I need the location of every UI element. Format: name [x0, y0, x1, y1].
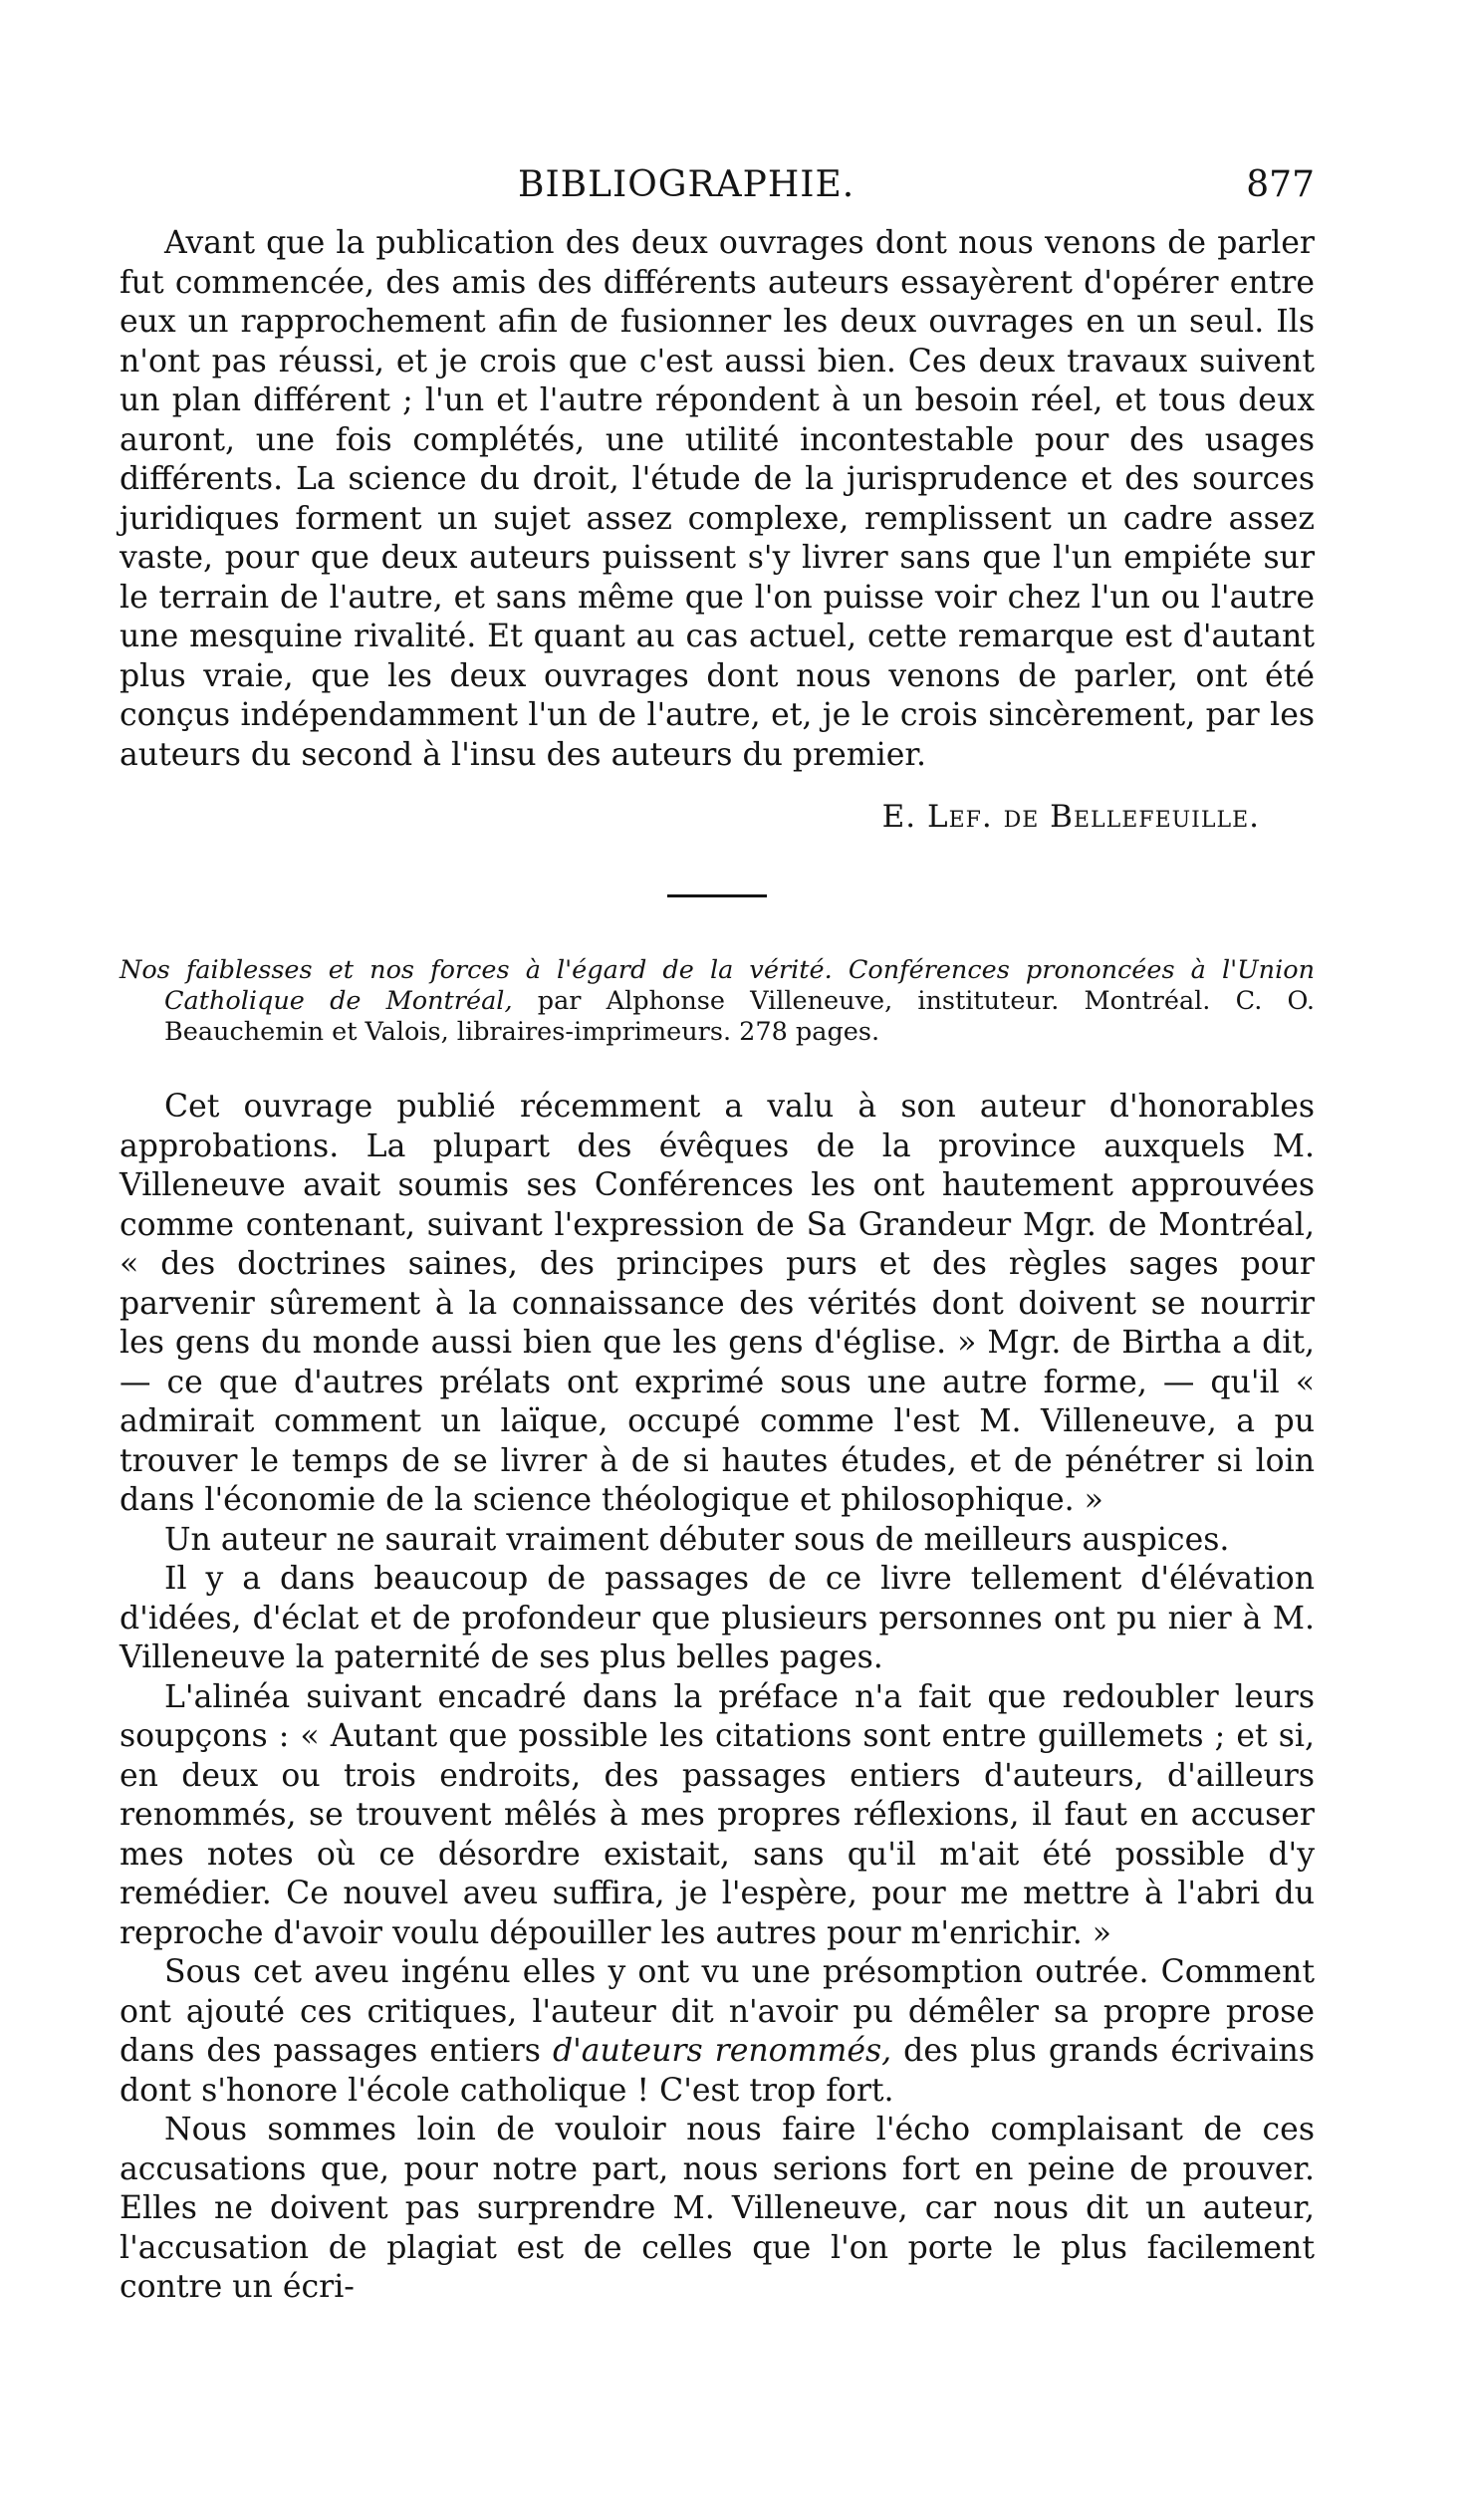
review2-paragraph-1: Cet ouvrage publié récemment a valu à son auteur d'honorables approbations. La plupart des évêques de la province auxquels M. Villeneuve avait soumis ses Conférences les ont hautement approuvées comme contenant, suivant l'expression de Sa Grandeur Mgr. de Montréal, « des doctrines saines, des principes purs et des règles sages pour parvenir sûrement à la connaissance des vérités dont doivent se nourrir les gens du monde aussi bien que les gens d'église. » Mgr. de Birtha a dit, — ce que d'autres prélats ont exprimé sous une autre forme, — qu'il « admirait comment un laïque, occupé comme l'est M. Villeneuve, a pu trouver le temps de se livrer à de si hautes études, et de pénétrer si loin dans l'économie de la science théologique et philosophique. »	[120, 1089, 1315, 1518]
review1-paragraph: Avant que la publication des deux ouvrages dont nous venons de parler fut commencée, des amis des différents auteurs essayèrent d'opérer entre eux un rapprochement afin de fusionner les deux ouvrages en un seul. Ils n'ont pas réussi, et je crois que c'est aussi bien. Ces deux travaux suivent un plan différent ; l'un et l'autre répondent à un besoin réel, et tous deux auront, une fois complétés, une utilité incontestable pour des usages différents. La science du droit, l'étude de la jurisprudence et des sources juridiques forment un sujet assez complexe, remplissent un cadre assez vaste, pour que deux auteurs puissent s'y livrer sans que l'un empiéte sur le terrain de l'autre, et sans même que l'on puisse voir chez l'un ou l'autre une mesquine rivalité. Et quant au cas actuel, cette remarque est d'autant plus vraie, que les deux ouvrages dont nous venons de parler, ont été conçus indépendamment l'un de l'autre, et, je le crois sincèrement, par les auteurs du second à l'insu des auteurs du premier.	[120, 225, 1315, 773]
paragraph-5-text-a: Sous cet aveu ingénu elles y ont vu une présomption outrée. Comment ont ajouté ces critiques, l'auteur dit n'avoir pu démêler sa propre prose dans des passages entiers	[120, 1954, 1315, 2069]
page-header	[120, 164, 1315, 224]
review2-paragraph-4: L'alinéa suivant encadré dans la préface n'a fait que redoubler leurs soupçons : « Autant que possible les citations sont entre guillemets ; et si, en deux ou trois endroits, des passages entiers d'auteurs, d'ailleurs renommés, se trouvent mêlés à mes propres réflexions, il faut en accuser mes notes où ce désordre existait, sans qu'il m'ait été possible d'y remédier. Ce nouvel aveu suffira, je l'espère, pour me mettre à l'abri du reproche d'avoir voulu dépouiller les autres pour m'enrichir. »	[120, 1678, 1315, 1951]
review2-paragraph-6: Nous sommes loin de vouloir nous faire l'écho complaisant de ces accusations que, pour notre part, nous serions fort en peine de prouver. Elles ne doivent pas surprendre M. Villeneuve, car nous dit un auteur, l'accusation de plagiat est de celles que l'on porte le plus facilement contre un écri-	[120, 2112, 1315, 2305]
paragraph-5-text-b: des plus grands écrivains dont s'honore l'école catholique ! C'est trop fort.	[120, 2033, 1315, 2109]
review1-signature: E. Lef. de Bellefeuille.	[881, 799, 1260, 835]
review2-citation	[120, 955, 1315, 1048]
citation-title: Nos faiblesses et nos forces à l'égard de la vérité. Conférences prononcées à l'Union Catholique de Montréal,	[120, 955, 1315, 1016]
citation-details: par Alphonse Villeneuve, instituteur. Montréal. C. O. Beauchemin et Valois, libraires-imprimeurs. 278 pages.	[164, 986, 1316, 1047]
italic-phrase: d'auteurs renommés,	[552, 2033, 892, 2069]
review2-paragraph-3: Il y a dans beaucoup de passages de ce livre tellement d'élévation d'idées, d'éclat et de profondeur que plusieurs personnes ont pu nier à M. Villeneuve la paternité de ses plus belles pages.	[120, 1561, 1315, 1675]
section-divider	[667, 894, 767, 897]
review2-paragraph-2: Un auteur ne saurait vraiment débuter sous de meilleurs auspices.	[164, 1521, 1230, 1558]
page	[120, 164, 1315, 2308]
running-title: BIBLIOGRAPHIE.	[518, 164, 855, 205]
review2-paragraph-5	[120, 1953, 1315, 2111]
page-number: 877	[1246, 164, 1315, 205]
